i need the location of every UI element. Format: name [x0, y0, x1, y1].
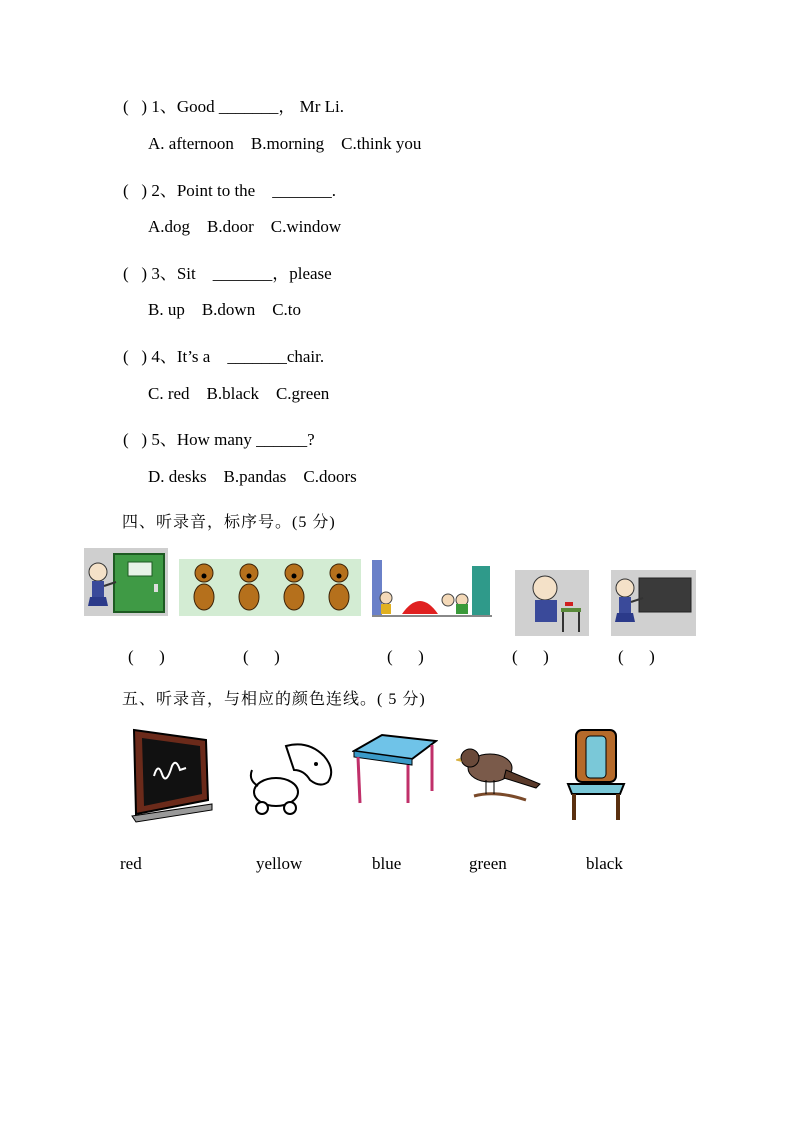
color-word-green: green	[469, 854, 507, 873]
answer-blank-1[interactable]: ( )	[128, 647, 165, 666]
section4-title: 四、听录音，标序号。(5 分)	[122, 514, 336, 531]
answer-blank-3[interactable]: ( )	[387, 647, 424, 666]
chair-picture	[566, 728, 626, 822]
boy-sit-down-picture	[515, 570, 589, 636]
bird-picture	[456, 740, 542, 816]
question-stem: ( ) 1、Good _______， Mr Li.	[123, 97, 344, 116]
section5-title: 五、听录音，与相应的颜色连线。( 5 分)	[122, 691, 426, 708]
question-options: B. up B.down C.to	[148, 300, 302, 319]
answer-blank-2[interactable]: ( )	[243, 647, 280, 666]
question-stem: ( ) 4、It’s a _______chair.	[123, 347, 325, 366]
blackboard-picture	[128, 724, 214, 828]
girl-at-blackboard-picture	[611, 570, 696, 636]
classroom-scene-picture	[372, 558, 492, 620]
color-word-black: black	[586, 854, 623, 873]
boy-at-door-picture	[84, 548, 168, 616]
answer-blank-5[interactable]: ( )	[618, 647, 655, 666]
question-stem: ( ) 3、Sit _______，please	[123, 264, 332, 283]
answer-blank-4[interactable]: ( )	[512, 647, 549, 666]
color-word-red: red	[120, 854, 142, 873]
question-stem: ( ) 5、How many ______?	[123, 430, 315, 449]
question-options: A.dog B.door C.window	[148, 217, 342, 236]
color-word-yellow: yellow	[256, 854, 303, 873]
question-options: A. afternoon B.morning C.think you	[148, 134, 422, 153]
question-options: D. desks B.pandas C.doors	[148, 467, 357, 486]
question-options: C. red B.black C.green	[148, 384, 330, 403]
question-stem: ( ) 2、Point to the _______.	[123, 181, 336, 200]
dog-picture	[246, 740, 338, 818]
desk-picture	[352, 733, 438, 805]
color-word-blue: blue	[372, 854, 402, 873]
four-dogs-picture	[179, 559, 361, 616]
